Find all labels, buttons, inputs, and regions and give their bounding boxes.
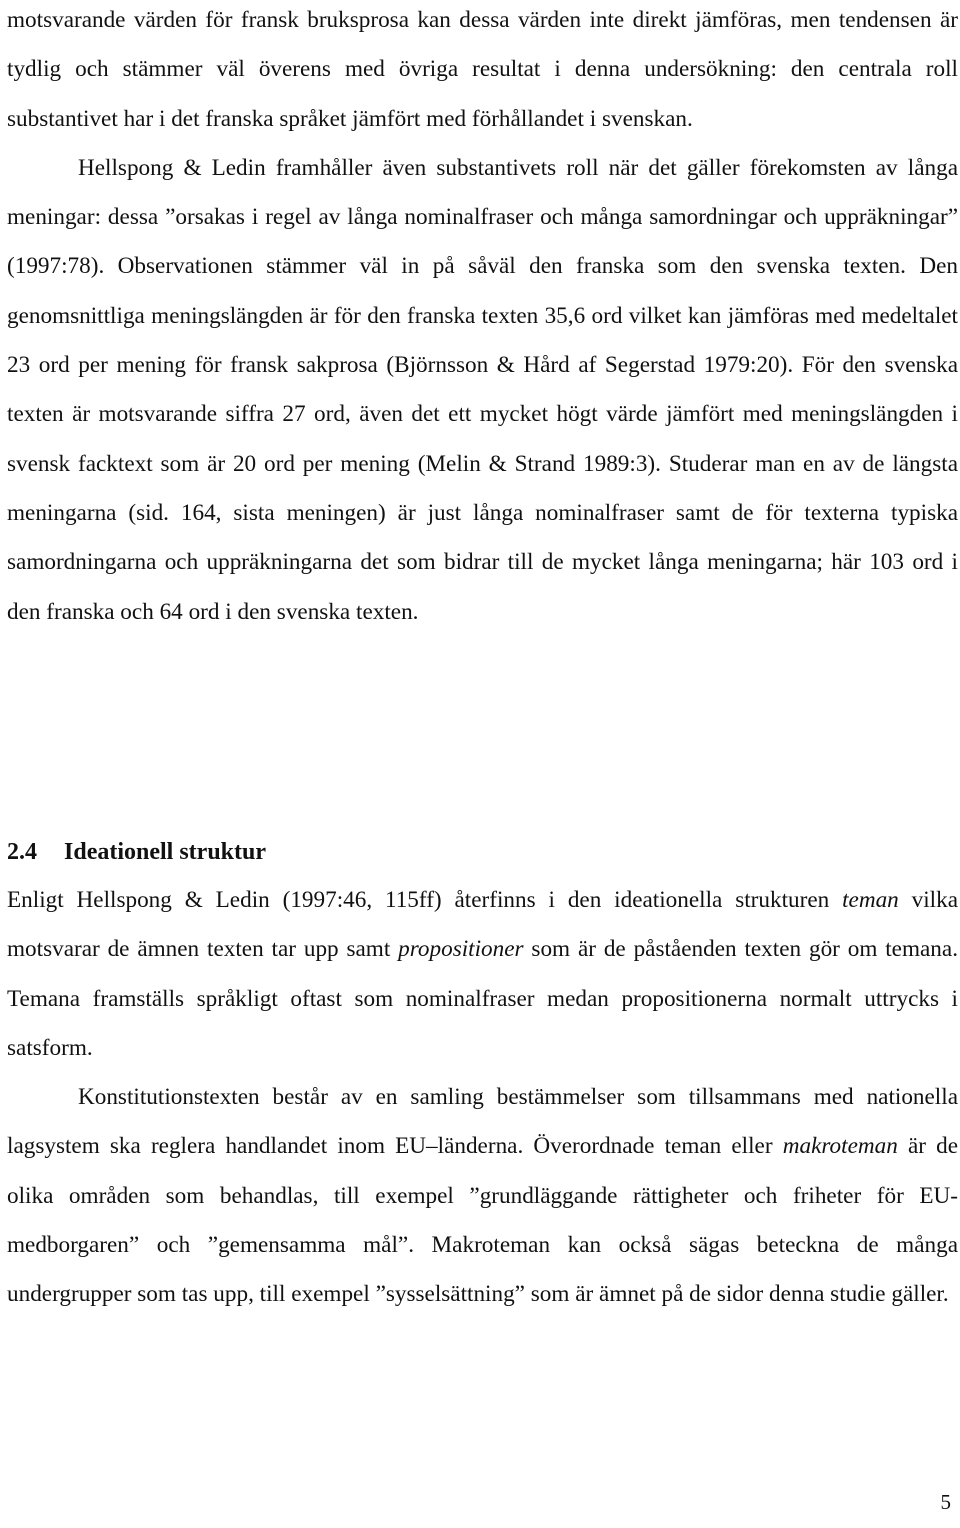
section-title: Ideationell struktur: [64, 839, 267, 865]
italic-term-propositioner: propositioner: [398, 936, 524, 963]
text-run: är de olika områden som behandlas, till exempel ”grundläggande rättigheter och friheter för EU-medborgaren” och ”gemensamma mål”. Makroteman kan också sägas beteckna de många undergrupper som tas upp, till exempel ”sysselsättning” som är ämnet på de sidor denna studie gäller.: [7, 1133, 958, 1308]
section-number: 2.4: [7, 839, 37, 865]
text-run: som är de påståenden texten gör om temana. Temana framställs språkligt oftast som nominalfraser medan propositionerna normalt uttrycks i satsform.: [7, 936, 958, 1061]
paragraph-continued: motsvarande värden för fransk bruksprosa kan dessa värden inte direkt jämföras, men tendensen är tydlig och stämmer väl överens med övriga resultat i denna undersökning: den centrala roll substantivet har i det franska språket jämfört med förhållandet i svenskan.: [7, 7, 958, 132]
text-run: Enligt Hellspong & Ledin (1997:46, 115ff) återfinns i den ideationella strukturen: [7, 887, 843, 913]
paragraph-long-sentences: Hellspong & Ledin framhåller även substantivets roll när det gäller förekomsten av långa meningar: dessa ”orsakas i regel av långa nominalfraser och många samordningar och uppräkningar” (1997:78). Observationen stämmer väl in på såväl den franska som den svenska texten. Den genomsnittliga meningslängden är för den franska texten 35,6 ord vilket kan jämföras med medeltalet 23 ord per mening för fransk sakprosa (Björnsson & Hård af Segerstad 1979:20). För den svenska texten är motsvarande siffra 27 ord, även det ett mycket högt värde jämfört med meningslängden i svensk facktext som är 20 ord per mening (Melin & Strand 1989:3). Studerar man en av de längsta meningarna (sid. 164, sista meningen) är just långa nominalfraser samt de för texterna typiska samordningarna och uppräkningarna det som bidrar till de mycket långa meningarna; här 103 ord i den franska och 64 ord i den svenska texten.: [7, 154, 958, 625]
page-number: 5: [940, 1490, 951, 1514]
section-heading: [7, 832, 266, 872]
italic-term-makroteman: makroteman: [782, 1133, 898, 1160]
paragraph-ideational-intro: [7, 887, 958, 1061]
italic-term-teman: teman: [842, 887, 899, 913]
body-text-section-1: [7, 0, 958, 637]
text-run: Konstitutionstexten består av en samling bestämmelser som tillsammans med nationella lagsystem ska reglera handlandet inom EU–länderna. Överordnade teman eller: [7, 1084, 958, 1160]
paragraph-constitution: [7, 1084, 958, 1307]
text-run: vilka motsvarar de ämnen texten tar upp samt: [7, 887, 958, 963]
body-text-section-2: [7, 876, 958, 1320]
